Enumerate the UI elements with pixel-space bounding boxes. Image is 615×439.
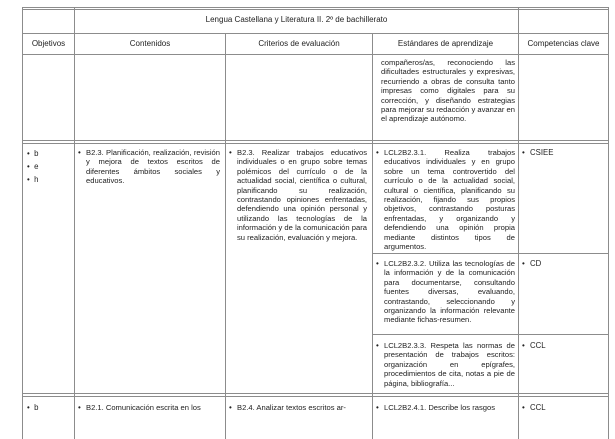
criterio-cell: B2.3. Realizar trabajos educativos individuales o en grupo sobre temas polémicos del currículo o de la actualidad social, científica o cultural, planificando su realización, contrastando opiniones enfrentadas, defendiendo una opinión personal y utilizando las tecnologías de la información y de la comunicación para su realización, evaluación y mejora.: [237, 148, 367, 242]
criterio-cell-2: B2.4. Analizar textos escritos ar-: [237, 403, 346, 412]
bullet-icon: •: [229, 148, 232, 157]
objetivo-item: • b: [27, 149, 39, 158]
bullet-icon: •: [522, 341, 525, 350]
competencia-cell-3: CCL: [530, 341, 546, 350]
estandar-cell-4: LCL2B2.4.1. Describe los rasgos: [384, 403, 496, 412]
bullet-icon: •: [522, 148, 525, 157]
bullet-icon: •: [376, 259, 379, 268]
competencia-cell-2: CD: [530, 259, 542, 268]
bullet-icon: •: [229, 403, 232, 412]
column-header-estandares: Estándares de aprendizaje: [397, 39, 494, 48]
estandar-cell-2: LCL2B2.3.2. Utiliza las tecnologías de la información y de la comunicación para documentarse, consultando fuentes diversas, evaluando, contrastando, seleccionando y organizando la información relevante mediante fichas-resumen.: [384, 259, 515, 325]
estandar-cell-1: LCL2B2.3.1. Realiza trabajos educativos individuales y en grupo sobre un tema controvertido del currículo o de la actualidad social, cultural o científica, planificando su realización, fijando sus propios objetivos, contrastando posturas enfrentadas, y organizando y defendiendo una opinión propia mediante distintos tipos de argumentos.: [384, 148, 515, 252]
column-header-objetivos: Objetivos: [31, 39, 66, 48]
estandar-continuation: compañeros/as, reconociendo las dificultades estructurales y expresivas, recurriendo a obras de consulta tanto impresas como digitales para su corrección, y diseñando estrategias para mejorar su redacción y avanzar en el aprendizaje autónomo.: [381, 58, 515, 124]
contenido-cell: B2.3. Planificación, realización, revisión y mejora de textos escritos de diferentes ámbitos sociales y educativos.: [86, 148, 220, 186]
table-title: Lengua Castellana y Literatura II. 2º de bachillerato: [205, 15, 388, 24]
bullet-icon: •: [376, 403, 379, 412]
column-header-contenidos: Contenidos: [129, 39, 171, 48]
objetivos-list: [27, 147, 38, 186]
estandar-cell-3: LCL2B2.3.3. Respeta las normas de presentación de trabajos escritos: organización en epígrafes, procedimientos de cita, notas a pie de página, bibliografía...: [384, 341, 515, 388]
bullet-icon: •: [376, 148, 379, 157]
competencia-cell-4: CCL: [530, 403, 546, 412]
column-header-criterios: Criterios de evaluación: [258, 39, 340, 48]
bullet-icon: •: [78, 148, 81, 157]
bullet-icon: •: [522, 403, 525, 412]
objetivos-list-2: [27, 401, 38, 414]
objetivo-item: • h: [27, 175, 39, 184]
column-header-competencias: Competencias clave: [527, 39, 600, 48]
objetivo-item: • b: [27, 403, 39, 412]
objetivo-item: • e: [27, 162, 39, 171]
bullet-icon: •: [78, 403, 81, 412]
bullet-icon: •: [522, 259, 525, 268]
bullet-icon: •: [376, 341, 379, 350]
competencia-cell-1: CSIEE: [530, 148, 554, 157]
contenido-cell-2: B2.1. Comunicación escrita en los: [86, 403, 201, 412]
